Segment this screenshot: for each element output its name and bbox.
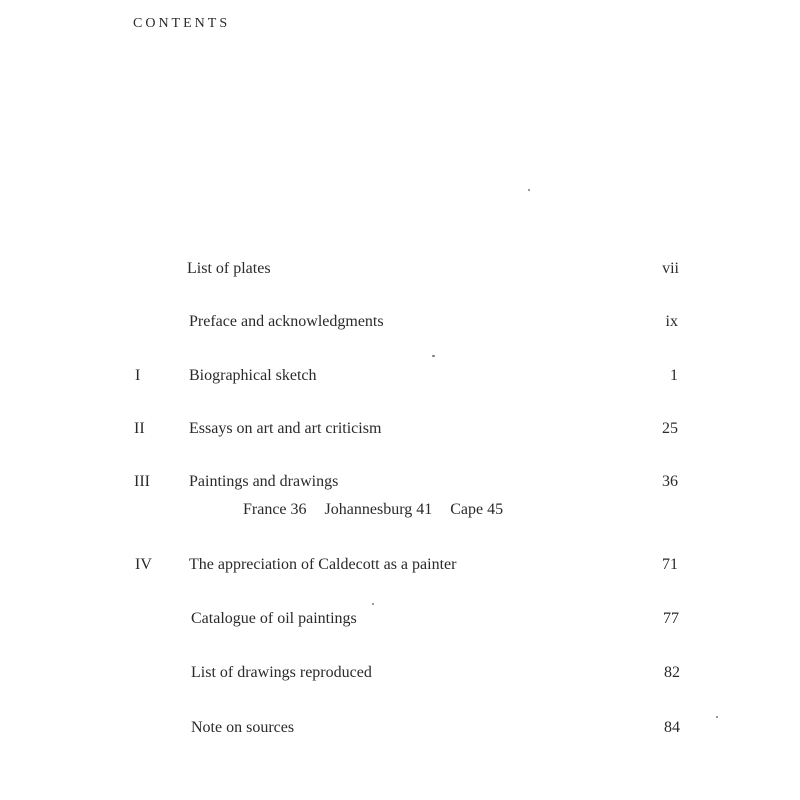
paper-speck — [716, 716, 718, 718]
toc-entry — [0, 367, 800, 391]
entry-title: List of drawings reproduced — [191, 664, 372, 681]
entry-page: ix — [665, 313, 678, 330]
sub-entries — [243, 501, 517, 519]
toc-entry — [0, 556, 800, 580]
entry-title: Preface and acknowledgments — [189, 313, 384, 330]
toc-entry — [0, 719, 800, 743]
sub-entry-page: 41 — [416, 501, 433, 518]
sub-entry-page: 45 — [487, 501, 504, 518]
sub-entry-label: France — [243, 501, 287, 518]
entry-page: 77 — [663, 610, 679, 627]
entry-page: 82 — [664, 664, 680, 681]
sub-entry — [450, 501, 503, 518]
entry-page: 1 — [670, 367, 678, 384]
toc-entry — [0, 473, 800, 497]
entry-title: Essays on art and art criticism — [189, 420, 382, 437]
entry-number: III — [134, 473, 150, 490]
entry-title: List of plates — [187, 260, 271, 277]
toc-entry — [0, 260, 800, 284]
toc-entry — [0, 420, 800, 444]
entry-number: I — [135, 367, 141, 384]
toc-entry — [0, 664, 800, 688]
sub-entry — [243, 501, 307, 518]
entry-title: Paintings and drawings — [189, 473, 339, 490]
entry-page: 25 — [662, 420, 678, 437]
sub-entry-label: Johannesburg — [324, 501, 413, 518]
paper-speck — [432, 355, 435, 357]
entry-number: IV — [135, 556, 152, 573]
sub-entry-page: 36 — [290, 501, 307, 518]
entry-page: 84 — [664, 719, 680, 736]
entry-title: Catalogue of oil paintings — [191, 610, 357, 627]
entry-page: vii — [662, 260, 679, 277]
entry-number: II — [134, 420, 145, 437]
sub-entry-label: Cape — [450, 501, 484, 518]
sub-entry — [325, 501, 433, 518]
toc-entry — [0, 313, 800, 337]
paper-speck — [372, 603, 374, 605]
entry-title: Biographical sketch — [189, 367, 317, 384]
entry-page: 36 — [662, 473, 678, 490]
entry-title: Note on sources — [191, 719, 295, 736]
entry-page: 71 — [662, 556, 678, 573]
page-heading: CONTENTS — [133, 16, 231, 31]
toc-entry — [0, 610, 800, 634]
entry-title: The appreciation of Caldecott as a painter — [189, 556, 457, 573]
paper-speck — [528, 189, 530, 191]
